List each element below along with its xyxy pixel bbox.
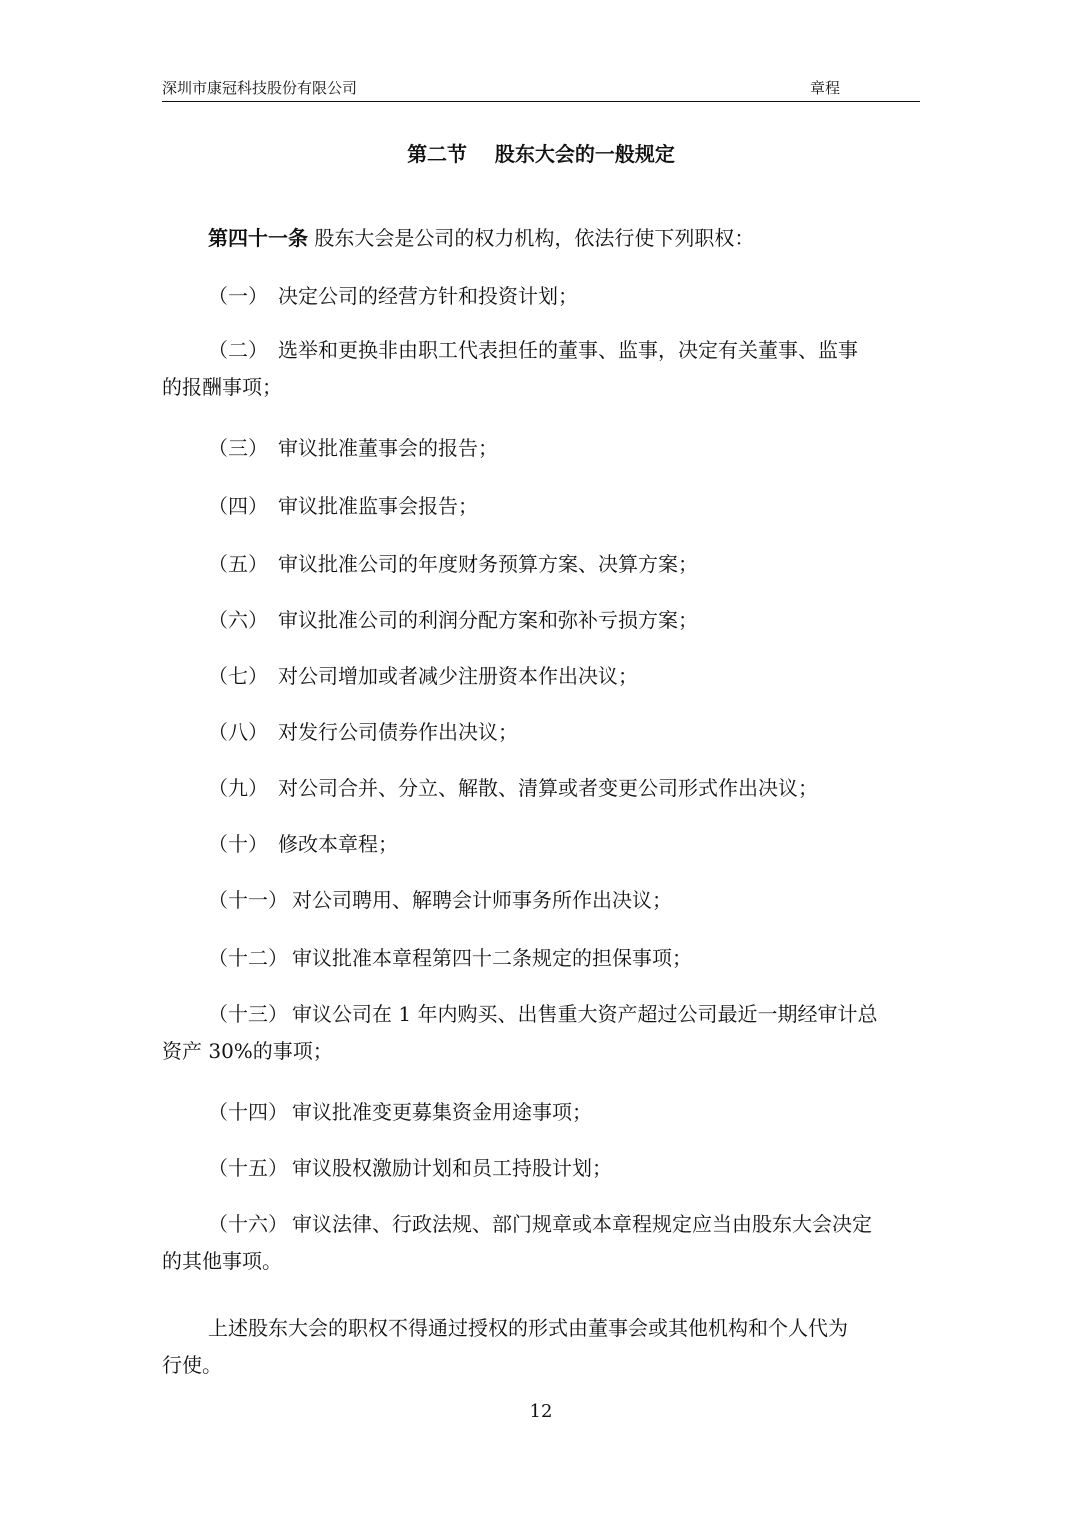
item-label: （五） <box>208 552 268 576</box>
item-label: （四） <box>208 494 268 518</box>
list-item <box>162 332 920 406</box>
closing-continuation: 行使。 <box>162 1353 222 1377</box>
list-item <box>162 940 920 977</box>
article-paragraph <box>162 220 920 257</box>
list-item <box>162 278 920 315</box>
list-item <box>162 714 920 751</box>
article-label: 第四十一条 <box>208 226 308 250</box>
list-item <box>162 546 920 583</box>
item-label: （十六） <box>208 1212 288 1236</box>
item-text: 审议法律、行政法规、部门规章或本章程规定应当由股东大会决定 <box>292 1212 872 1236</box>
item-text: 审议批准公司的年度财务预算方案、决算方案； <box>278 552 698 576</box>
item-text: 审议股权激励计划和员工持股计划； <box>292 1156 612 1180</box>
item-label: （十五） <box>208 1156 288 1180</box>
item-text: 对公司合并、分立、解散、清算或者变更公司形式作出决议； <box>278 776 818 800</box>
list-item <box>162 1206 920 1280</box>
item-label: （十三） <box>208 1002 288 1026</box>
list-item <box>162 1094 920 1131</box>
item-text: 审议公司在 1 年内购买、出售重大资产超过公司最近一期经审计总 <box>292 1002 878 1026</box>
item-label: （七） <box>208 664 268 688</box>
list-item <box>162 488 920 525</box>
item-text: 对公司聘用、解聘会计师事务所作出决议； <box>292 888 672 912</box>
item-label: （十一） <box>208 888 288 912</box>
item-continuation: 资产 30%的事项； <box>162 1039 333 1063</box>
list-item <box>162 430 920 467</box>
item-text: 决定公司的经营方针和投资计划； <box>278 284 578 308</box>
item-label: （十） <box>208 832 268 856</box>
item-text: 审议批准公司的利润分配方案和弥补亏损方案； <box>278 608 698 632</box>
item-text: 修改本章程； <box>278 832 398 856</box>
item-label: （八） <box>208 720 268 744</box>
item-label: （二） <box>208 338 268 362</box>
item-text: 审议批准监事会报告； <box>278 494 478 518</box>
item-text: 审议批准变更募集资金用途事项； <box>292 1100 592 1124</box>
list-item <box>162 770 920 807</box>
item-text: 审议批准董事会的报告； <box>278 436 498 460</box>
header-company-name: 深圳市康冠科技股份有限公司 <box>162 79 358 97</box>
page-header <box>162 78 920 100</box>
closing-paragraph <box>162 1310 920 1384</box>
item-text: 对发行公司债券作出决议； <box>278 720 518 744</box>
item-text: 对公司增加或者减少注册资本作出决议； <box>278 664 638 688</box>
item-continuation: 的报酬事项； <box>162 375 282 399</box>
article-text: 股东大会是公司的权力机构，依法行使下列职权： <box>314 226 755 250</box>
closing-text: 上述股东大会的职权不得通过授权的形式由董事会或其他机构和个人代为 <box>208 1316 848 1340</box>
list-item <box>162 658 920 695</box>
list-item <box>162 602 920 639</box>
header-document-type: 章程 <box>810 79 841 97</box>
item-label: （十四） <box>208 1100 288 1124</box>
item-label: （六） <box>208 608 268 632</box>
list-item <box>162 826 920 863</box>
item-label: （一） <box>208 284 268 308</box>
item-label: （九） <box>208 776 268 800</box>
item-label: （三） <box>208 436 268 460</box>
item-text: 选举和更换非由职工代表担任的董事、监事，决定有关董事、监事 <box>278 338 858 362</box>
list-item <box>162 1150 920 1187</box>
item-text: 审议批准本章程第四十二条规定的担保事项； <box>292 946 692 970</box>
item-continuation: 的其他事项。 <box>162 1249 282 1273</box>
list-item <box>162 996 920 1070</box>
page-number: 12 <box>529 1401 553 1422</box>
section-title: 第二节 股东大会的一般规定 <box>407 142 675 166</box>
list-item <box>162 882 920 919</box>
header-divider <box>162 101 920 102</box>
item-label: （十二） <box>208 946 288 970</box>
